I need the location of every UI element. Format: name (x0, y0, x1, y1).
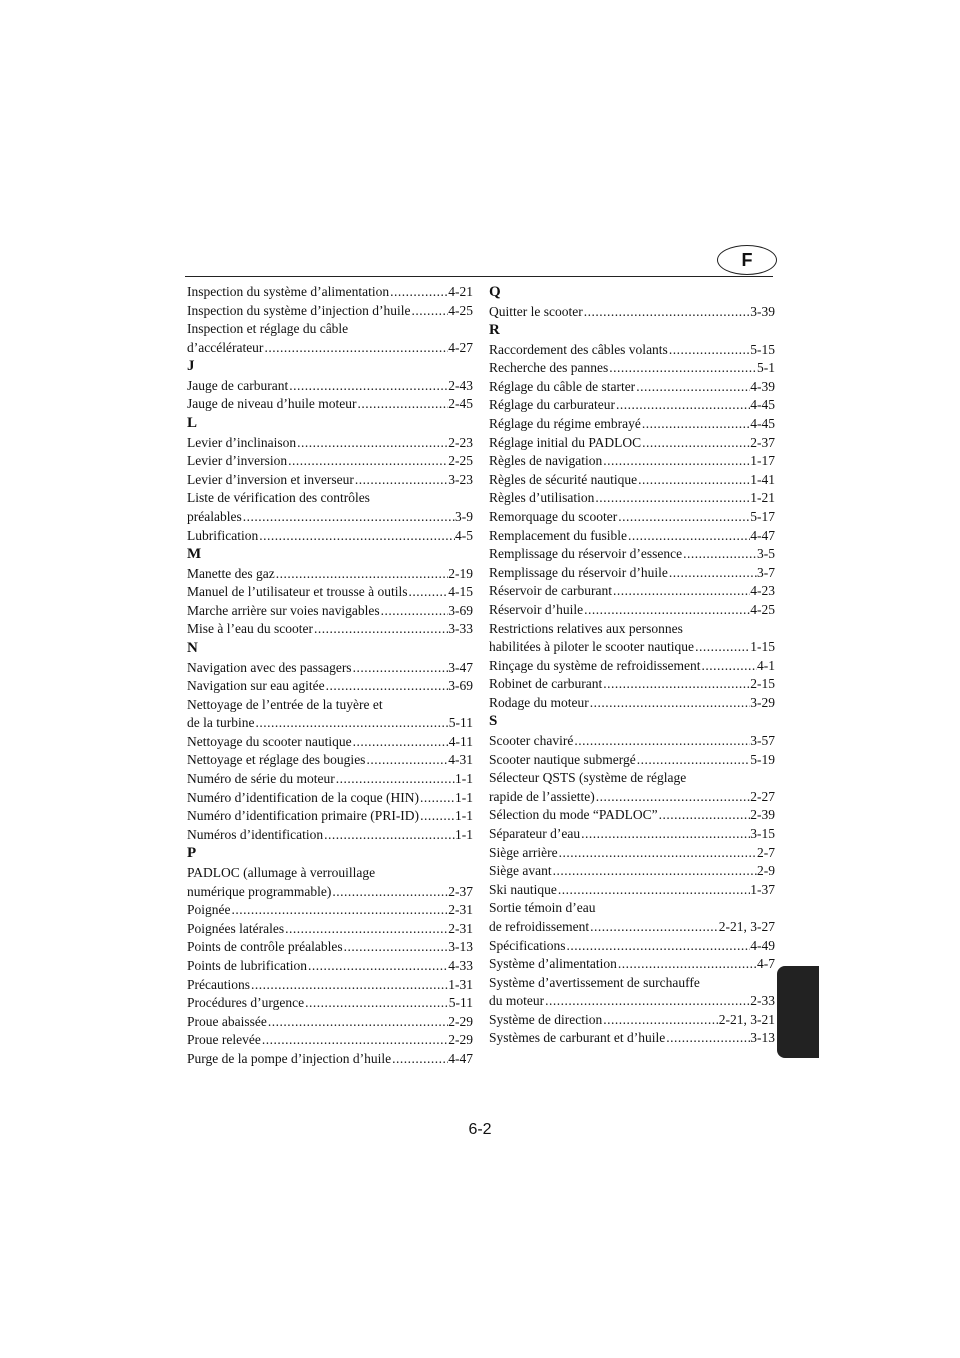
index-entry-page: 1-41 (750, 471, 775, 487)
index-entry-page: 2-39 (750, 807, 775, 823)
index-entry (187, 302, 473, 321)
index-entry (187, 994, 473, 1013)
index-entry-page: 4-21 (448, 284, 473, 299)
language-marker: F (717, 245, 777, 275)
index-letter-heading: L (187, 415, 198, 432)
index-entry-page: 4-47 (750, 527, 775, 543)
index-entry (489, 582, 775, 601)
dot-leader (313, 620, 448, 639)
index-entry-text: Inspection et réglage du câble (187, 321, 349, 337)
index-column-left (187, 283, 473, 1068)
dot-leader (641, 434, 750, 453)
index-entry-text: Nettoyage et réglage des bougies (187, 752, 366, 768)
index-entry-text: Restrictions relatives aux personnes (489, 620, 683, 636)
index-entry (187, 901, 473, 920)
index-entry (489, 508, 775, 527)
dot-leader (267, 1013, 448, 1032)
index-entry-text: Nettoyage de l’entrée de la tuyère et (187, 696, 383, 712)
index-entry (489, 955, 775, 974)
index-entry-page: 4-45 (750, 397, 775, 413)
dot-leader (258, 527, 455, 546)
index-entry-text: Système d’avertissement de surchauffe (489, 974, 700, 990)
dot-leader (668, 341, 750, 360)
index-entry (187, 1031, 473, 1050)
index-entry (187, 920, 473, 939)
index-entry-text: Poignées latérales (187, 920, 285, 936)
index-entry-page: 3-47 (448, 659, 473, 675)
index-entry-page: 4-23 (750, 583, 775, 599)
dot-leader (635, 378, 750, 397)
index-entry (187, 1050, 473, 1069)
index-entry-text: Points de contrôle préalables (187, 939, 343, 955)
dot-leader (231, 901, 449, 920)
dot-leader (573, 732, 750, 751)
index-entry-text: Sélection du mode “PADLOC” (489, 807, 658, 823)
index-entry (187, 489, 473, 508)
dot-leader (380, 602, 449, 621)
index-entry (489, 341, 775, 360)
index-entry (187, 339, 473, 358)
index-entry-page: 2-43 (448, 377, 473, 393)
dot-leader (275, 565, 449, 584)
index-entry-text: Manette des gaz (187, 565, 275, 581)
index-entry-text: Liste de vérification des contrôles (187, 490, 370, 506)
dot-leader (335, 770, 455, 789)
dot-leader (557, 881, 750, 900)
index-entry (187, 320, 473, 339)
index-entry-page: 3-57 (750, 732, 775, 748)
dot-leader (602, 1011, 719, 1030)
dot-leader (583, 601, 750, 620)
index-entry-text: Poignée (187, 902, 231, 918)
index-entry-page: 5-17 (750, 508, 775, 524)
index-entry-text: Manuel de l’utilisateur et trousse à outils (187, 584, 408, 600)
index-entry-text: Levier d’inclinaison (187, 434, 297, 450)
index-entry (489, 601, 775, 620)
index-entry-text: Marche arrière sur voies navigables (187, 602, 380, 618)
index-column-right (489, 283, 775, 1048)
index-entry-page: 4-49 (750, 937, 775, 953)
index-letter-heading: R (489, 322, 500, 339)
index-entry-text: Sortie témoin d’eau (489, 900, 596, 916)
index-entry-text: Système de direction (489, 1011, 603, 1027)
index-entry-text: Procédures d’urgence (187, 995, 305, 1011)
index-entry-page: 2-21, 3-27 (718, 918, 775, 934)
dot-leader (617, 955, 757, 974)
index-entry (489, 825, 775, 844)
index-entry-page: 2-15 (750, 676, 775, 692)
dot-leader (304, 994, 449, 1013)
index-entry (187, 677, 473, 696)
index-entry (489, 396, 775, 415)
index-entry-text: Lubrification (187, 527, 259, 543)
index-entry (187, 733, 473, 752)
dot-leader (580, 825, 750, 844)
header-rule (185, 276, 773, 277)
index-entry-text: Numéro de série du moteur (187, 771, 335, 787)
index-entry-page: 5-11 (448, 995, 473, 1011)
dot-leader (352, 659, 449, 678)
dot-leader (389, 283, 448, 302)
dot-leader (617, 508, 750, 527)
index-entry-page: 2-25 (448, 453, 473, 469)
index-entry-text: Réglage du câble de starter (489, 378, 636, 394)
dot-leader (263, 339, 448, 358)
index-entry (489, 489, 775, 508)
index-entry (187, 714, 473, 733)
index-entry-text: Proue relevée (187, 1032, 261, 1048)
index-entry-text: Réservoir de carburant (489, 583, 612, 599)
index-entry-text: Spécifications (489, 937, 566, 953)
index-entry-page: 4-7 (757, 956, 775, 972)
index-entry-page: 4-27 (448, 339, 473, 355)
dot-leader (391, 1050, 448, 1069)
index-entry (489, 694, 775, 713)
index-entry (489, 918, 775, 937)
dot-leader (250, 976, 448, 995)
index-entry-page: 2-23 (448, 434, 473, 450)
index-entry (187, 696, 473, 715)
index-entry (187, 1013, 473, 1032)
index-entry-text: Ski nautique (489, 881, 557, 897)
index-entry (489, 620, 775, 639)
index-entry (187, 377, 473, 396)
dot-leader (589, 918, 719, 937)
index-entry-text: Numéro d’identification de la coque (HIN) (187, 789, 420, 805)
index-entry (187, 452, 473, 471)
index-entry-text: Jauge de carburant (187, 377, 289, 393)
index-entry-text: Nettoyage du scooter nautique (187, 733, 352, 749)
index-entry (187, 807, 473, 826)
index-letter-heading: S (489, 713, 498, 730)
index-entry-page: 3-29 (750, 694, 775, 710)
dot-leader (296, 434, 448, 453)
index-entry-text: rapide de l’assiette) (489, 788, 595, 804)
dot-leader (682, 545, 757, 564)
index-entry-text: Proue abaissée (187, 1013, 267, 1029)
index-entry-text: Points de lubrification (187, 957, 307, 973)
index-entry-text: Raccordement des câbles volants (489, 341, 668, 357)
dot-leader (552, 862, 757, 881)
index-entry-page: 2-19 (448, 565, 473, 581)
index-entry-page: 3-9 (455, 508, 473, 524)
index-entry-text: Scooter nautique submergé (489, 751, 636, 767)
index-entry-text: de refroidissement (489, 918, 590, 934)
index-entry (489, 788, 775, 807)
dot-leader (589, 694, 751, 713)
index-entry-text: PADLOC (allumage à verrouillage (187, 864, 376, 880)
index-letter-heading: M (187, 546, 202, 563)
index-entry-text: Siège avant (489, 863, 552, 879)
index-entry (489, 751, 775, 770)
index-entry-page: 4-39 (750, 378, 775, 394)
index-entry-page: 4-47 (448, 1050, 473, 1066)
index-entry-page: 5-1 (757, 360, 775, 376)
dot-leader (565, 937, 750, 956)
index-entry (489, 675, 775, 694)
index-entry-page: 1-17 (750, 453, 775, 469)
index-entry-page: 4-15 (448, 584, 473, 600)
index-entry-text: Rinçage du système de refroidissement (489, 657, 701, 673)
index-entry-page: 4-33 (448, 957, 473, 973)
index-entry (489, 564, 775, 583)
index-entry (489, 974, 775, 993)
index-entry-page: 3-7 (757, 564, 775, 580)
index-entry-text: habilitées à piloter le scooter nautique (489, 639, 695, 655)
index-entry-page: 2-31 (448, 920, 473, 936)
index-entry (489, 378, 775, 397)
index-entry-page: 3-33 (448, 621, 473, 637)
index-entry (489, 862, 775, 881)
index-entry-text: Robinet de carburant (489, 676, 603, 692)
index-entry-page: 5-15 (750, 341, 775, 357)
index-entry-page: 3-5 (757, 546, 775, 562)
chapter-thumb-tab (777, 966, 819, 1058)
index-entry-page: 2-29 (448, 1013, 473, 1029)
index-entry (489, 992, 775, 1011)
index-entry (489, 732, 775, 751)
index-entry-text: Séparateur d’eau (489, 825, 581, 841)
index-entry (489, 415, 775, 434)
dot-leader (242, 508, 455, 527)
index-entry (489, 303, 775, 322)
dot-leader (602, 675, 750, 694)
index-entry-page: 2-31 (448, 902, 473, 918)
index-entry (489, 545, 775, 564)
index-entry (187, 602, 473, 621)
index-entry-page: 3-13 (750, 1030, 775, 1046)
index-entry (187, 434, 473, 453)
index-entry-page: 4-31 (448, 752, 473, 768)
index-entry-text: préalables (187, 508, 242, 524)
dot-leader (288, 377, 448, 396)
index-entry (187, 508, 473, 527)
dot-leader (284, 920, 448, 939)
index-entry-text: Réglage du carburateur (489, 397, 615, 413)
index-entry-text: Levier d’inversion (187, 453, 288, 469)
index-entry-text: Règles de navigation (489, 453, 603, 469)
dot-leader (700, 657, 757, 676)
index-entry-text: Remorquage du scooter (489, 508, 618, 524)
dot-leader (544, 992, 750, 1011)
index-entry (187, 883, 473, 902)
dot-leader (636, 751, 751, 770)
index-entry-text: Système d’alimentation (489, 956, 617, 972)
index-entry-page: 2-27 (750, 788, 775, 804)
dot-leader (668, 564, 757, 583)
index-entry-page: 1-1 (455, 789, 473, 805)
index-entry-page: 3-69 (448, 678, 473, 694)
index-entry-text: Siège arrière (489, 844, 558, 860)
index-entry-text: Systèmes de carburant et d’huile (489, 1030, 666, 1046)
dot-leader (595, 788, 751, 807)
index-entry (489, 937, 775, 956)
index-entry-page: 5-11 (448, 715, 473, 731)
dot-leader (407, 583, 448, 602)
index-entry (187, 976, 473, 995)
dot-leader (615, 396, 750, 415)
index-entry (187, 789, 473, 808)
index-entry (187, 395, 473, 414)
dot-leader (641, 415, 750, 434)
dot-leader (602, 452, 750, 471)
index-entry (187, 583, 473, 602)
index-letter-heading: Q (489, 284, 501, 300)
index-entry-page: 1-31 (448, 976, 473, 992)
dot-leader (354, 471, 448, 490)
index-entry-text: Jauge de niveau d’huile moteur (187, 396, 357, 412)
dot-leader (627, 527, 750, 546)
index-entry-page: 3-23 (448, 471, 473, 487)
dot-leader (331, 883, 448, 902)
index-entry (187, 565, 473, 584)
index-entry-page: 1-37 (750, 881, 775, 897)
index-entry (187, 659, 473, 678)
index-entry (489, 471, 775, 490)
index-entry-page: 2-29 (448, 1032, 473, 1048)
index-entry-page: 2-45 (448, 396, 473, 412)
index-entry (489, 434, 775, 453)
index-entry-text: numérique programmable) (187, 883, 332, 899)
index-entry (187, 620, 473, 639)
index-entry-page: 2-33 (750, 993, 775, 1009)
index-entry-text: Numéro d’identification primaire (PRI-ID) (187, 808, 420, 824)
index-entry-page: 2-7 (757, 844, 775, 860)
index-entry (489, 359, 775, 378)
index-entry (489, 844, 775, 863)
dot-leader (261, 1031, 448, 1050)
dot-leader (352, 733, 449, 752)
index-entry (489, 769, 775, 788)
index-entry-text: Purge de la pompe d’injection d’huile (187, 1050, 392, 1066)
index-entry (489, 881, 775, 900)
index-entry-page: 2-37 (448, 883, 473, 899)
index-entry-page: 3-39 (750, 303, 775, 319)
index-entry-text: Remplacement du fusible (489, 527, 627, 543)
index-entry-text: Précautions (187, 976, 250, 992)
dot-leader (325, 677, 449, 696)
index-letter-heading: J (187, 358, 195, 375)
dot-leader (343, 938, 449, 957)
index-entry (187, 471, 473, 490)
index-entry (489, 657, 775, 676)
index-entry (187, 770, 473, 789)
index-entry-page: 4-25 (750, 601, 775, 617)
index-entry-text: Remplissage du réservoir d’essence (489, 546, 683, 562)
index-entry-text: Règles de sécurité nautique (489, 471, 638, 487)
dot-leader (608, 359, 757, 378)
index-letter-heading: N (187, 640, 198, 656)
dot-leader (665, 1029, 750, 1048)
index-entry (489, 1011, 775, 1030)
dot-leader (365, 751, 448, 770)
index-entry-page: 4-5 (455, 527, 473, 543)
index-entry (489, 638, 775, 657)
index-entry (187, 283, 473, 302)
index-entry (489, 1029, 775, 1048)
index-entry-page: 1-1 (455, 826, 473, 842)
index-entry-text: Mise à l’eau du scooter (187, 621, 313, 637)
index-entry-page: 2-37 (750, 434, 775, 450)
index-entry-text: Levier d’inversion et inverseur (187, 471, 354, 487)
index-entry-text: Remplissage du réservoir d’huile (489, 564, 668, 580)
index-letter-heading: P (187, 845, 197, 862)
index-entry (489, 806, 775, 825)
index-entry (489, 899, 775, 918)
dot-leader (410, 302, 448, 321)
dot-leader (419, 807, 455, 826)
dot-leader (694, 638, 750, 657)
index-entry-text: Navigation sur eau agitée (187, 678, 325, 694)
index-entry-page: 4-1 (757, 657, 775, 673)
index-entry (187, 826, 473, 845)
index-entry-text: Recherche des pannes (489, 360, 609, 376)
index-entry-text: de la turbine (187, 715, 255, 731)
index-entry-page: 1-15 (750, 639, 775, 655)
index-entry-text: Réglage initial du PADLOC (489, 434, 642, 450)
index-entry-page: 2-9 (757, 863, 775, 879)
index-entry-text: Numéros d’identification (187, 826, 324, 842)
index-entry-text: Quitter le scooter (489, 303, 583, 319)
index-entry-text: d’accélérateur (187, 339, 264, 355)
dot-leader (323, 826, 455, 845)
index-entry-text: Réglage du régime embrayé (489, 415, 641, 431)
index-entry-text: Réservoir d’huile (489, 601, 584, 617)
index-entry-text: Inspection du système d’alimentation (187, 284, 390, 299)
index-entry-text: Rodage du moteur (489, 694, 589, 710)
index-entry-page: 1-1 (455, 771, 473, 787)
index-entry-page: 5-19 (750, 751, 775, 767)
dot-leader (307, 957, 448, 976)
index-entry-page: 4-25 (448, 302, 473, 318)
index-entry (187, 938, 473, 957)
index-entry-page: 1-1 (455, 808, 473, 824)
index-entry-page: 3-13 (448, 939, 473, 955)
dot-leader (254, 714, 448, 733)
index-entry-text: Navigation avec des passagers (187, 659, 352, 675)
index-entry-page: 3-15 (750, 825, 775, 841)
dot-leader (419, 789, 455, 808)
dot-leader (287, 452, 448, 471)
index-entry (187, 864, 473, 883)
dot-leader (356, 395, 448, 414)
index-entry-page: 2-21, 3-21 (718, 1011, 775, 1027)
index-entry (489, 452, 775, 471)
index-entry-text: Règles d’utilisation (489, 490, 595, 506)
index-entry-text: Sélecteur QSTS (système de réglage (489, 770, 687, 786)
index-entry-text: Inspection du système d’injection d’huile (187, 302, 411, 318)
dot-leader (612, 582, 750, 601)
index-entry-page: 4-11 (448, 733, 473, 749)
index-entry (489, 527, 775, 546)
dot-leader (637, 471, 750, 490)
page-number: 6-2 (468, 1121, 492, 1138)
dot-leader (558, 844, 757, 863)
dot-leader (594, 489, 750, 508)
dot-leader (583, 303, 751, 322)
index-entry (187, 751, 473, 770)
dot-leader (658, 806, 751, 825)
index-entry-text: Scooter chaviré (489, 732, 574, 748)
index-entry-text: du moteur (489, 993, 545, 1009)
index-entry-page: 4-45 (750, 415, 775, 431)
index-entry (187, 527, 473, 546)
index-entry-page: 1-21 (750, 490, 775, 506)
index-entry (187, 957, 473, 976)
index-entry-page: 3-69 (448, 602, 473, 618)
